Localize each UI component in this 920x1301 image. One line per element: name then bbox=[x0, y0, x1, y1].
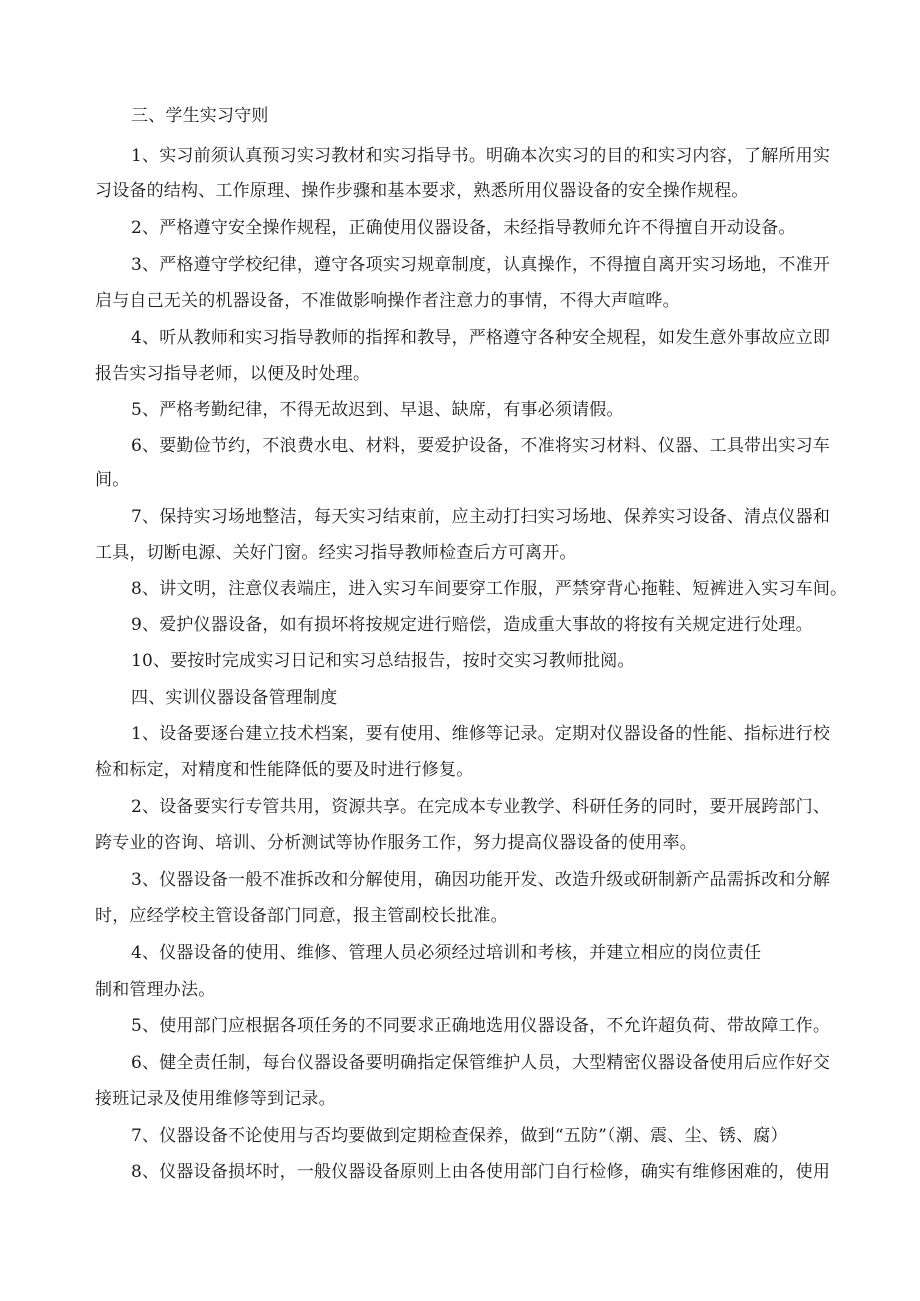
section4-heading: 四、实训仪器设备管理制度 bbox=[131, 688, 338, 708]
section4-rule-1-line-2: 检和标定，对精度和性能降低的要及时进行修复。 bbox=[95, 760, 474, 780]
section4-rule-7: 7、仪器设备不论使用与否均要做到定期检查保养，做到“五防”（潮、震、尘、锈、腐） bbox=[131, 1126, 788, 1146]
section4-rule-3-line-2: 时，应经学校主管设备部门同意，报主管副校长批准。 bbox=[95, 906, 508, 926]
section4-rule-3-line-1: 3、仪器设备一般不准拆改和分解使用，确因功能开发、改造升级或研制新产品需拆改和分解 bbox=[131, 870, 831, 890]
section4-rule-4-line-1: 4、仪器设备的使用、维修、管理人员必须经过培训和考核，并建立相应的岗位责任 bbox=[131, 943, 762, 963]
section3-rule-1-line-2: 习设备的结构、工作原理、操作步骤和基本要求，熟悉所用仪器设备的安全操作规程。 bbox=[95, 181, 749, 201]
section4-rule-6-line-2: 接班记录及使用维修等到记录。 bbox=[95, 1089, 336, 1109]
section3-rule-5: 5、严格考勤纪律，不得无故迟到、早退、缺席，有事必须请假。 bbox=[131, 400, 624, 420]
section4-rule-2-line-1: 2、设备要实行专管共用，资源共享。在完成本专业教学、科研任务的同时，要开展跨部门、 bbox=[131, 797, 831, 817]
section3-rule-4-line-2: 报告实习指导老师，以便及时处理。 bbox=[95, 364, 371, 384]
section4-rule-6-line-1: 6、健全责任制，每台仪器设备要明确指定保管维护人员，大型精密仪器设备使用后应作好交 bbox=[131, 1053, 831, 1073]
section4-rule-4-line-2: 制和管理办法。 bbox=[95, 980, 216, 1000]
section3-heading: 三、学生实习守则 bbox=[131, 106, 269, 126]
section4-rule-2-line-2: 跨专业的咨询、培训、分析测试等协作服务工作，努力提高仪器设备的使用率。 bbox=[95, 833, 697, 853]
section3-rule-4-line-1: 4、听从教师和实习指导教师的指挥和教导，严格遵守各种安全规程，如发生意外事故应立即 bbox=[131, 328, 831, 348]
section3-rule-3-line-1: 3、严格遵守学校纪律，遵守各项实习规章制度，认真操作，不得擅自离开实习场地，不准开 bbox=[131, 255, 831, 275]
section3-rule-6-line-1: 6、要勤俭节约，不浪费水电、材料，要爱护设备，不准将实习材料、仪器、工具带出实习车 bbox=[131, 436, 831, 456]
section4-rule-8-line-1: 8、仪器设备损坏时，一般仪器设备原则上由各使用部门自行检修，确实有维修困难的，使用 bbox=[131, 1162, 831, 1182]
section3-rule-9: 9、爱护仪器设备，如有损坏将按规定进行赔偿，造成重大事故的将按有关规定进行处理。 bbox=[131, 615, 813, 635]
section3-rule-8: 8、讲文明，注意仪表端庄，进入实习车间要穿工作服，严禁穿背心拖鞋、短裤进入实习车间。 bbox=[131, 579, 848, 599]
section3-rule-6-line-2: 间。 bbox=[95, 470, 130, 490]
section4-rule-1-line-1: 1、设备要逐台建立技术档案，要有使用、维修等记录。定期对仪器设备的性能、指标进行校 bbox=[131, 724, 831, 744]
section3-rule-1-line-1: 1、实习前须认真预习实习教材和实习指导书。明确本次实习的目的和实习内容，了解所用实 bbox=[131, 146, 831, 166]
section3-rule-7-line-1: 7、保持实习场地整洁，每天实习结束前，应主动打扫实习场地、保养实习设备、清点仪器和 bbox=[131, 507, 831, 527]
section3-rule-10: 10、要按时完成实习日记和实习总结报告，按时交实习教师批阅。 bbox=[131, 651, 635, 671]
section3-rule-7-line-2: 工具，切断电源、关好门窗。经实习指导教师检查后方可离开。 bbox=[95, 543, 577, 563]
section3-rule-3-line-2: 启与自己无关的机器设备，不准做影响操作者注意力的事情，不得大声喧哗。 bbox=[95, 291, 680, 311]
section3-rule-2: 2、严格遵守安全操作规程，正确使用仪器设备，未经指导教师允许不得擅自开动设备。 bbox=[131, 218, 796, 238]
section4-rule-5: 5、使用部门应根据各项任务的不同要求正确地选用仪器设备，不允许超负荷、带故障工作。 bbox=[131, 1016, 831, 1036]
